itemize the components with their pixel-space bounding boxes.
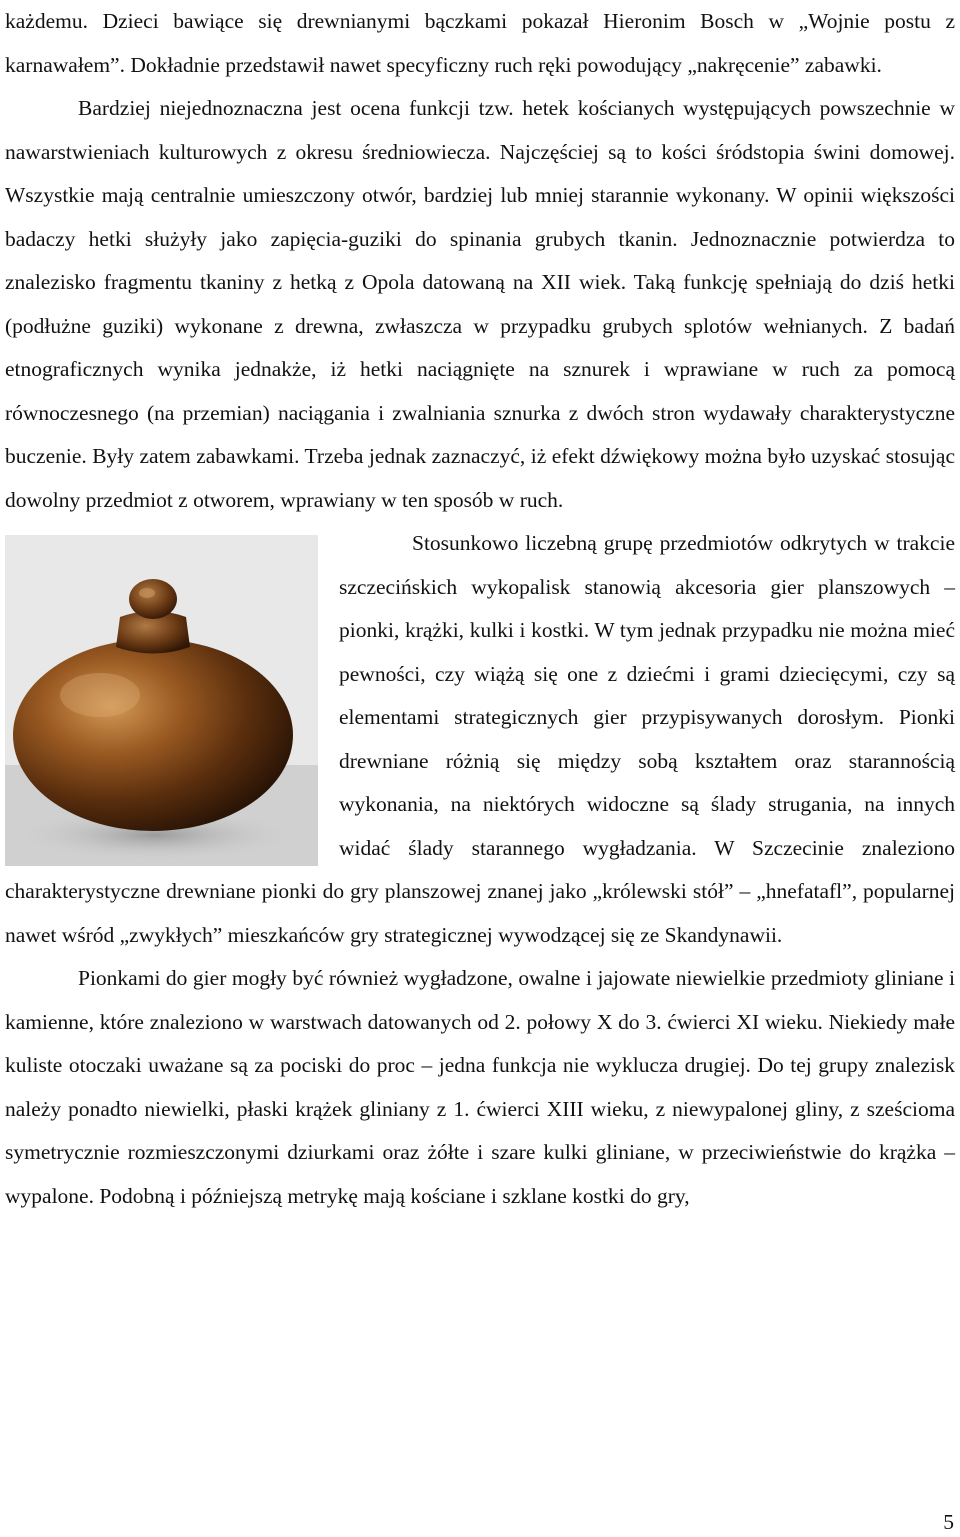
page-number: 5 — [943, 1510, 954, 1534]
paragraph-1: każdemu. Dzieci bawiące się drewnianymi bączkami pokazał Hieronim Bosch w „Wojnie postu z karnawałem”. Dokładnie przedstawił nawet specyficzny ruch ręki powodujący „nakręcenie” zabawki. — [5, 9, 955, 77]
wooden-pawn-photo — [5, 535, 318, 866]
document-page — [5, 0, 955, 1218]
paragraph-4: Pionkami do gier mogły być również wygładzone, owalne i jajowate niewielkie przedmioty gliniane i kamienne, które znaleziono w warstwach datowanych od 2. połowy X do 3. ćwierci XI wieku. Niekiedy małe kuliste otoczaki uważane są za pociski do proc – jedna funkcja nie wyklucza drugiej. Do tej grupy znalezisk należy ponadto niewielki, płaski krążek gliniany z 1. ćwierci XIII wieku, z niewypalonej gliny, z sześcioma symetrycznie rozmieszczonymi dziurkami oraz żółte i szare kulki gliniane, w przeciwieństwie do krążka – wypalone. Podobną i późniejszą metrykę mają kościane i szklane kostki do gry, — [5, 966, 955, 1208]
paragraph-2: Bardziej niejednoznaczna jest ocena funkcji tzw. hetek kościanych występujących powszechnie w nawarstwieniach kulturowych z okresu średniowiecza. Najczęściej są to kości śródstopia świni domowej. Wszystkie mają centralnie umieszczony otwór, bardziej lub mniej starannie wykonany. W opinii większości badaczy hetki służyły jako zapięcia-guziki do spinania grubych tkanin. Jednoznacznie potwierdza to znalezisko fragmentu tkaniny z hetką z Opola datowaną na XII wiek. Taką funkcję spełniają do dziś hetki (podłużne guziki) wykonane z drewna, zwłaszcza w przypadku grubych splotów wełnianych. Z badań etnograficznych wynika jednakże, iż hetki naciągnięte na sznurek i wprawiane w ruch za pomocą równoczesnego (na przemian) naciągania i zwalniania sznurka z dwóch stron wydawały charakterystyczne buczenie. Były zatem zabawkami. Trzeba jednak zaznaczyć, iż efekt dźwiękowy można było uzyskać stosując dowolny przedmiot z otworem, wprawiany w ten sposób w ruch. — [5, 96, 955, 512]
pawn-illustration — [5, 535, 318, 866]
paragraph-3: Stosunkowo liczebną grupę przedmiotów odkrytych w trakcie szczecińskich wykopalisk stanowią akcesoria gier planszowych – pionki, krążki, kulki i kostki. W tym jednak przypadku nie można mieć pewności, czy wiążą się one z dziećmi i grami dziecięcymi, czy są elementami strategicznych gier przypisywanych dorosłym. Pionki drewniane różnią się między sobą kształtem oraz starannością wykonania, na niektórych widoczne są ślady strugania, na innych widać ślady starannego wygładzania. W Szczecinie znaleziono charakterystyczne drewniane pionki do gry planszowej znanej jako „królewski stół” – „hnefatafl”, popularnej nawet wśród „zwykłych” mieszkańców gry strategicznej wywodzącej się ze Skandynawii. — [5, 531, 955, 947]
